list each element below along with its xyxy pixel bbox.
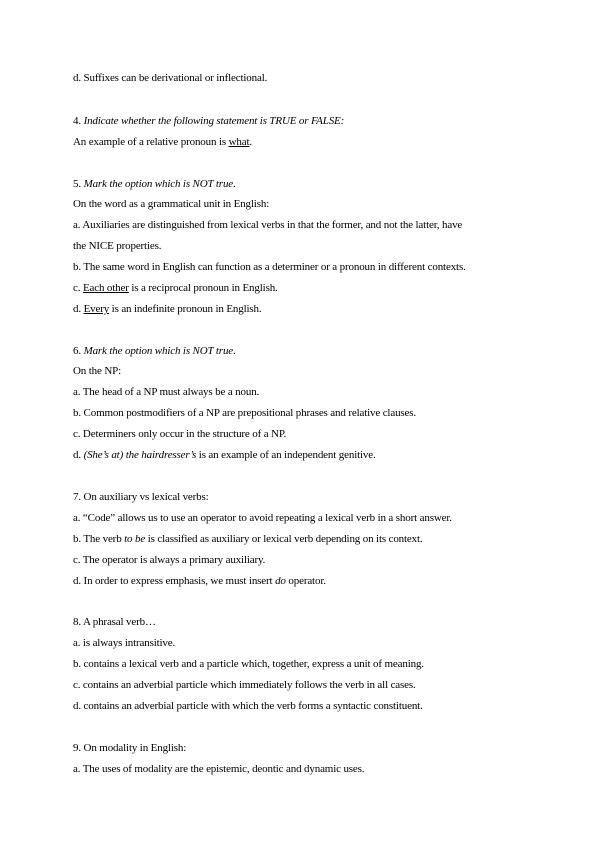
q4-instruction: Indicate whether the following statement is TRUE or FALSE: [83,115,345,127]
q6-heading [73,344,236,358]
q4-heading [73,114,344,128]
q4-statement [73,135,252,149]
q6-option-c: c. Determiners only occur in the structure of a NP. [73,428,287,440]
q7-option-d-start: d. In order to express emphasis, we must insert [73,575,276,587]
q8-option-d: d. contains an adverbial particle with which the verb forms a syntactic constituent. [73,700,423,712]
q6-instruction: Mark the option which is NOT true [83,345,234,357]
q7-option-b-start: b. The verb [73,533,125,545]
q7-option-b-keyword: to be [124,533,146,545]
q6-stem: On the NP: [73,365,122,377]
q6-option-d-letter: d. [73,449,84,461]
q5-option-d [73,302,261,316]
q7-option-d-keyword: do [275,575,286,587]
q6-option-a: a. The head of a NP must always be a noun. [73,386,260,398]
q6-option-d-text: is an example of an independent genitive. [196,449,376,461]
q5-option-c [73,281,278,295]
q9-heading: 9. On modality in English: [73,742,187,754]
q5-option-d-letter: d. [73,303,84,315]
q5-option-a-line1: a. Auxiliaries are distinguished from lexical verbs in that the former, and not the latter, have [73,219,463,231]
q8-option-a: a. is always intransitive. [73,637,176,649]
q7-option-d-end: operator. [285,575,326,587]
q5-instruction: Mark the option which is NOT true [83,178,234,190]
q5-option-c-keyword: Each other [82,282,129,294]
q5-option-c-letter: c. [73,282,83,294]
q4-statement-end: . [249,136,252,148]
q6-option-d-example: (She’s at) the hairdresser’s [83,449,197,461]
q4-statement-text: An example of a relative pronoun is [73,136,229,148]
q7-option-b-end: is classified as auxiliary or lexical verb depending on its context. [145,533,423,545]
q3-option-d: d. Suffixes can be derivational or inflectional. [73,72,268,84]
q6-number: 6. [73,345,84,357]
q7-option-d [73,574,326,588]
q5-stem: On the word as a grammatical unit in English: [73,198,270,210]
q5-option-a-line2: the NICE properties. [73,240,162,252]
q8-option-b: b. contains a lexical verb and a particle which, together, express a unit of meaning. [73,658,424,670]
q5-option-b: b. The same word in English can function as a determiner or a pronoun in different contexts. [73,261,466,273]
q7-option-b [73,532,423,546]
q7-option-c: c. The operator is always a primary auxiliary. [73,554,266,566]
q7-option-a: a. “Code” allows us to use an operator to avoid repeating a lexical verb in a short answer. [73,512,452,524]
q8-heading: 8. A phrasal verb… [73,616,156,628]
q5-number: 5. [73,178,84,190]
q9-option-a: a. The uses of modality are the epistemic, deontic and dynamic uses. [73,763,365,775]
q8-option-c: c. contains an adverbial particle which immediately follows the verb in all cases. [73,679,416,691]
q5-option-c-text: is a reciprocal pronoun in English. [128,282,278,294]
q6-instruction-end: . [233,345,236,357]
q7-heading: 7. On auxiliary vs lexical verbs: [73,491,209,503]
q5-option-d-keyword: Every [83,303,110,315]
q5-option-d-text: is an indefinite pronoun in English. [109,303,262,315]
q6-option-b: b. Common postmodifiers of a NP are prepositional phrases and relative clauses. [73,407,417,419]
q4-number: 4. [73,115,84,127]
q5-instruction-end: . [233,178,236,190]
q4-statement-keyword: what [228,136,250,148]
q6-option-d [73,448,376,462]
q5-heading [73,177,236,191]
